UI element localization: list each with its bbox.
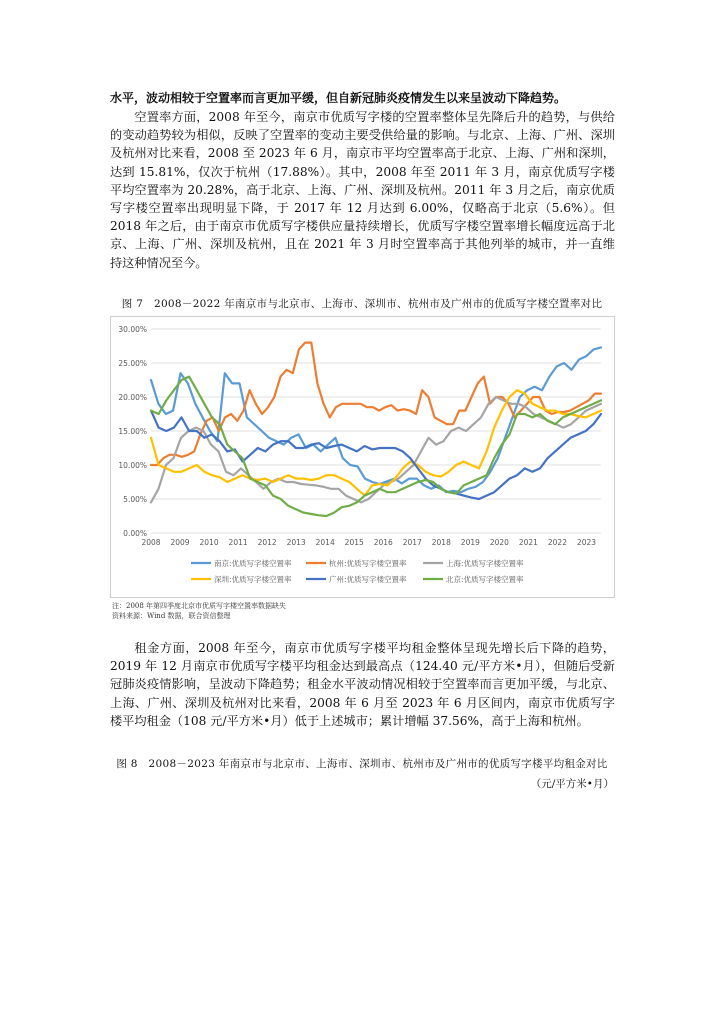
- y-tick-label: 15.00%: [118, 427, 147, 436]
- x-tick-label: 2018: [431, 538, 451, 547]
- x-tick-label: 2012: [257, 538, 277, 547]
- x-tick-label: 2011: [228, 538, 248, 547]
- figure-7-note: 注：2008 年第四季度北京市优质写字楼空置率数据缺失: [112, 602, 287, 610]
- x-tick-label: 2023: [576, 538, 597, 547]
- x-tick-label: 2010: [199, 538, 219, 547]
- y-tick-label: 20.00%: [118, 393, 147, 402]
- y-tick-label: 5.00%: [123, 495, 147, 504]
- legend-label: 杭州:优质写字楼空置率: [329, 559, 407, 568]
- series-line: [151, 390, 601, 495]
- x-tick-label: 2019: [460, 538, 480, 547]
- legend-label: 南京:优质写字楼空置率: [214, 559, 292, 568]
- figure-7-caption: 图 7 2008－2022 年南京市与北京市、上海市、深圳市、杭州市及广州市的优质写字楼空置率对比: [121, 298, 603, 310]
- x-tick-label: 2017: [402, 538, 422, 547]
- chart-svg: [111, 317, 614, 597]
- vacancy-rate-chart: [110, 316, 615, 598]
- figure-7-source: 资料来源：Wind 数据，联合资信整理: [112, 611, 231, 620]
- x-tick-label: 2008: [141, 538, 161, 547]
- vacancy-paragraph: 空置率方面，2008 年至今，南京市优质写字楼的空置率整体呈先降后升的趋势，与供给的变动趋势较为相似，反映了空置率的变动主要受供给量的影响。与北京、上海、广州、深圳及杭州对比来看，2008 至 2023 年 6 月，南京市平均空置率高于北京、上海、广州和深圳，达到 15.81%，仅次于杭州（17.88%）。其中，2008 年至 2011 年 3 月，南京优质写字楼平均空置率为 20.28%，高于北京、上海、广州、深圳及杭州。2011 年 3 月之后，南京优质写字楼空置率出现明显下降，于 2017 年 12 月达到 6.00%，仅略高于北京（5.6%）。但 2018 年之后，由于南京市优质写字楼供应量持续增长，优质写字楼空置率增长幅度远高于北京、上海、广州、深圳及杭州，且在 2021 年 3 月时空置率高于其他列举的城市，并一直维持这种情况至今。: [110, 110, 615, 270]
- x-tick-label: 2016: [373, 538, 393, 547]
- figure-8-caption: 图 8 2008－2023 年南京市与北京市、上海市、深圳市、杭州市及广州市的优质写字楼平均租金对比: [116, 758, 608, 770]
- legend-label: 广州:优质写字楼空置率: [329, 575, 407, 584]
- x-tick-label: 2022: [547, 538, 567, 547]
- legend-label: 深圳:优质写字楼空置率: [214, 575, 292, 584]
- legend-label: 北京:优质写字楼空置率: [446, 575, 524, 584]
- x-tick-label: 2021: [518, 538, 538, 547]
- x-tick-label: 2020: [489, 538, 509, 547]
- x-tick-label: 2014: [315, 538, 335, 547]
- figure-8-unit: （元/平方米•月）: [530, 778, 614, 790]
- y-tick-label: 10.00%: [118, 461, 147, 470]
- x-tick-label: 2013: [286, 538, 306, 547]
- figure-7-notes: [112, 602, 286, 621]
- lead-paragraph: 水平，波动相较于空置率而言更加平缓，但自新冠肺炎疫情发生以来呈波动下降趋势。: [110, 91, 567, 105]
- x-tick-label: 2009: [170, 538, 190, 547]
- y-tick-label: 25.00%: [118, 359, 147, 368]
- legend-label: 上海:优质写字楼空置率: [446, 559, 524, 568]
- y-tick-label: 30.00%: [118, 325, 147, 334]
- rent-paragraph: 租金方面，2008 年至今，南京市优质写字楼平均租金整体呈现先增长后下降的趋势，2019 年 12 月南京市优质写字楼平均租金达到最高点（124.40 元/平方米•月），但随后受新冠肺炎疫情影响，呈波动下降趋势；租金水平波动情况相较于空置率而言更加平缓，与北京、上海、广州、深圳及杭州对比来看，2008 年 6 月至 2023 年 6 月区间内，南京市优质写字楼平均租金（108 元/平方米•月）低于上述城市；累计增幅 37.56%，高于上海和杭州。: [110, 641, 615, 728]
- y-tick-label: 0.00%: [123, 529, 147, 538]
- x-tick-label: 2015: [344, 538, 364, 547]
